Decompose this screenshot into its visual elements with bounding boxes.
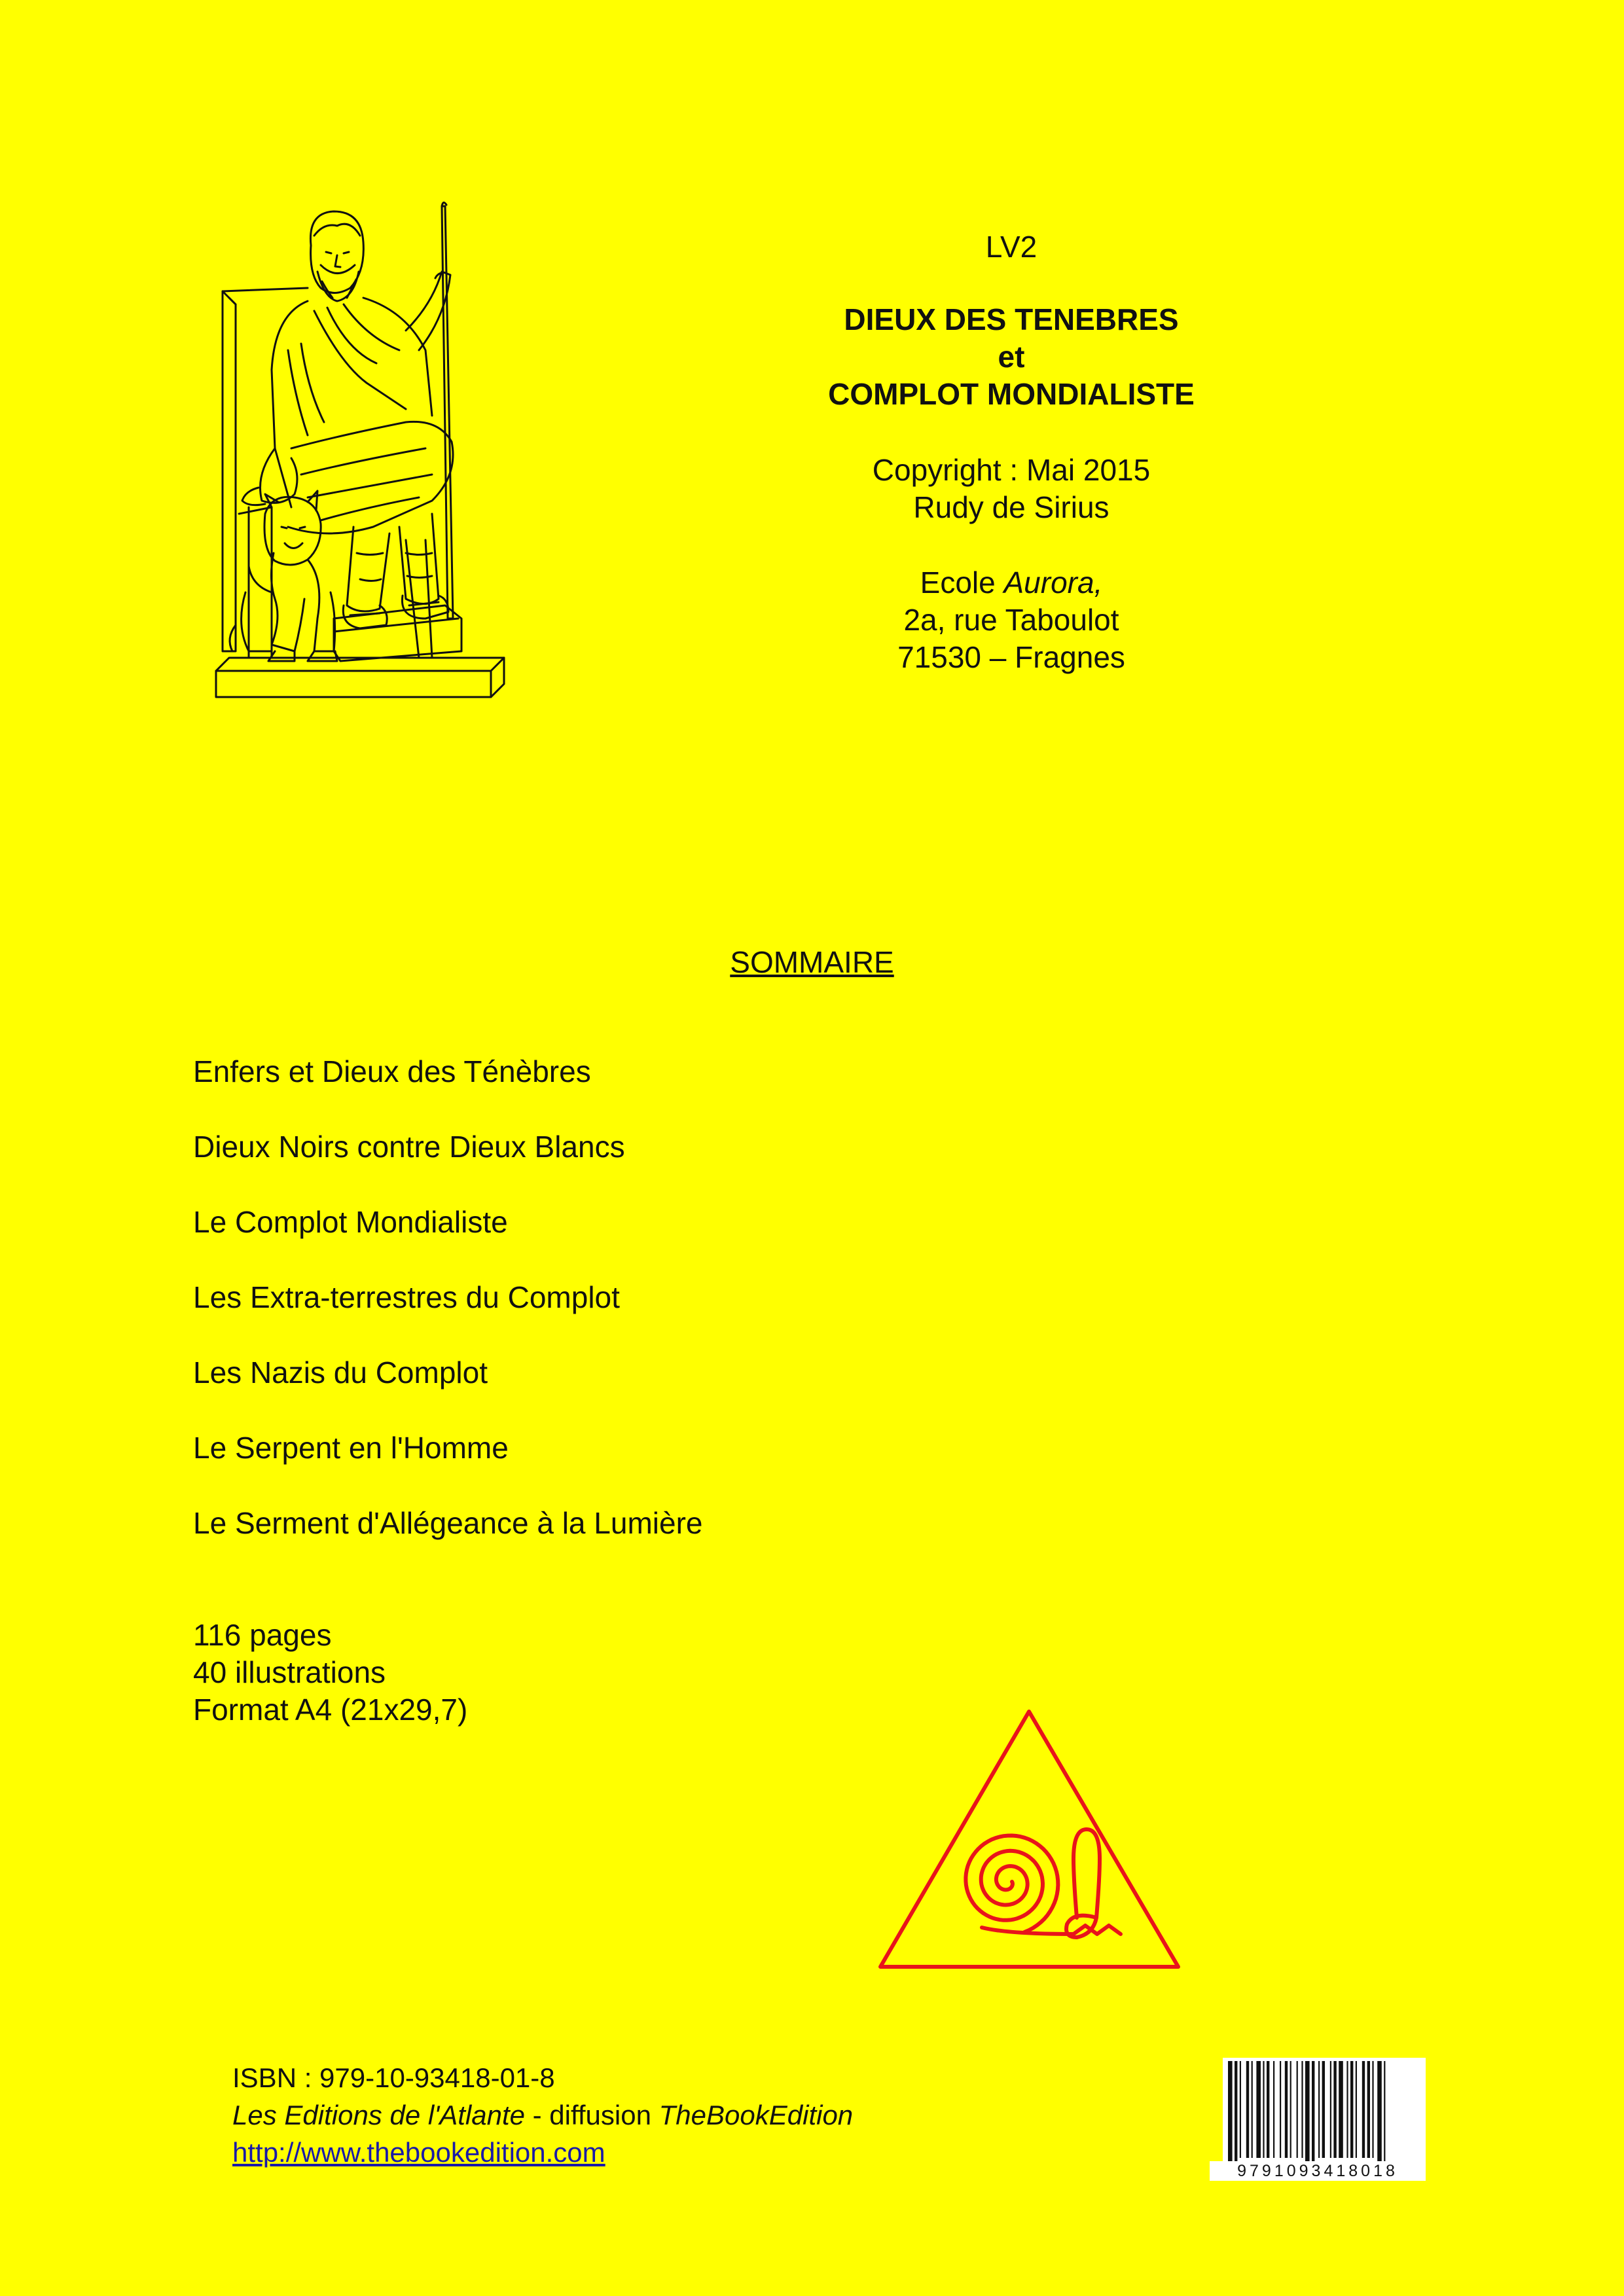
barcode-bar	[1350, 2061, 1353, 2158]
school-prefix: Ecole	[920, 565, 1004, 600]
barcode-bar	[1367, 2061, 1370, 2158]
barcode-bar	[1228, 2061, 1233, 2166]
barcode-bar	[1356, 2061, 1357, 2158]
barcode-bar	[1297, 2061, 1298, 2158]
barcode-bar	[1285, 2061, 1288, 2158]
isbn-number: ISBN : 979-10-93418-01-8	[232, 2062, 555, 2093]
isbn-barcode	[1223, 2058, 1426, 2169]
copyright-date: Copyright : Mai 2015	[872, 453, 1151, 487]
school-name: Aurora,	[1003, 565, 1103, 600]
distributor-name: TheBookEdition	[659, 2100, 854, 2130]
table-of-contents	[193, 1050, 702, 1577]
toc-item: Dieux Noirs contre Dieux Blancs	[193, 1130, 625, 1164]
barcode-bar	[1240, 2061, 1241, 2158]
toc-item: Le Serment d'Allégeance à la Lumière	[193, 1506, 703, 1540]
barcode-bar	[1246, 2061, 1249, 2158]
book-info	[193, 1617, 467, 1729]
barcode-bar	[1267, 2061, 1269, 2158]
school-name-line	[759, 564, 1263, 601]
barcode-bar	[1301, 2061, 1303, 2158]
publisher-line	[232, 2096, 853, 2134]
barcode-bar	[1235, 2061, 1237, 2166]
publisher-info	[232, 2059, 853, 2171]
barcode-bar	[1322, 2061, 1325, 2158]
barcode-bar	[1256, 2061, 1261, 2158]
barcode-bar	[1290, 2061, 1291, 2158]
barcode-bar	[1273, 2061, 1274, 2158]
barcode-bar	[1362, 2061, 1365, 2158]
book-title-line-3: COMPLOT MONDIALISTE	[828, 377, 1195, 411]
diffusion-label: - diffusion	[524, 2100, 659, 2130]
book-format: Format A4 (21x29,7)	[193, 1693, 468, 1727]
barcode-bar	[1330, 2061, 1331, 2158]
barcode-bar	[1333, 2061, 1336, 2158]
publisher-website-link[interactable]: http://www.thebookedition.com	[232, 2137, 605, 2168]
author-name: Rudy de Sirius	[913, 490, 1110, 524]
barcode-bar	[1252, 2061, 1253, 2158]
toc-item: Les Extra-terrestres du Complot	[193, 1280, 620, 1314]
barcode-bar	[1318, 2061, 1320, 2158]
barcode-bar	[1305, 2061, 1310, 2166]
address-block	[759, 564, 1263, 676]
barcode-bar	[1372, 2061, 1373, 2158]
copyright-block	[759, 452, 1263, 526]
publisher-name: Les Editions de l'Atlante	[232, 2100, 525, 2130]
street-address: 2a, rue Taboulot	[903, 603, 1119, 637]
city-address: 71530 – Fragnes	[897, 640, 1125, 674]
book-title-line-1: DIEUX DES TENEBRES	[844, 302, 1179, 336]
triangle-spiral-logo	[877, 1708, 1182, 1977]
barcode-bar	[1377, 2061, 1382, 2166]
page-count: 116 pages	[193, 1618, 332, 1652]
toc-item: Les Nazis du Complot	[193, 1355, 488, 1390]
illustration-count: 40 illustrations	[193, 1655, 386, 1689]
book-title-line-2: et	[998, 340, 1025, 374]
sommaire-heading: SOMMAIRE	[730, 945, 894, 979]
barcode-digits: 9791093418018	[1210, 2161, 1426, 2181]
toc-item: Le Complot Mondialiste	[193, 1205, 508, 1239]
seated-deity-statue-illustration	[209, 200, 517, 723]
barcode-bar	[1263, 2061, 1264, 2158]
barcode-bar	[1312, 2061, 1314, 2166]
toc-item: Le Serpent en l'Homme	[193, 1431, 509, 1465]
book-title	[759, 301, 1263, 413]
barcode-bar	[1339, 2061, 1343, 2158]
barcode-bar	[1384, 2061, 1385, 2166]
barcode-bar	[1280, 2061, 1281, 2158]
barcode-bar	[1346, 2061, 1348, 2158]
toc-item: Enfers et Dieux des Ténèbres	[193, 1054, 591, 1088]
series-code: LV2	[985, 230, 1038, 264]
